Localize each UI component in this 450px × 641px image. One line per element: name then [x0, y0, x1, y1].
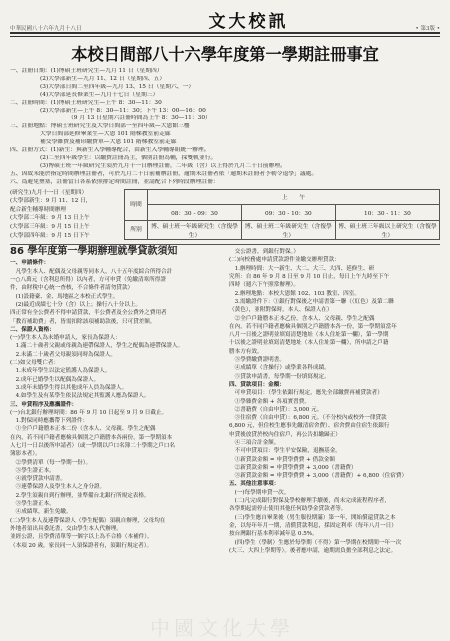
text-line: (二)學生本人及連帶保證人（學生配偶）須親自辦理，父母均在	[10, 517, 166, 524]
text-line: 三、註冊地點：博碩士班研究生及大學日間部一至四年級—大恩館三樓	[10, 123, 190, 130]
text-line: (一)學生本人為未婚申請人，家長為保證人：	[10, 335, 121, 342]
left-column-text	[10, 259, 221, 549]
university-watermark: 中國文化大學	[150, 616, 294, 640]
right-column	[229, 248, 440, 555]
text-line: （黃色），並附對保時，本人、保證人在）	[229, 307, 333, 314]
text-line: 配合新生輔導時間辦理	[10, 206, 66, 213]
text-line: 凡學生本人、配偶及父母親等同本人，八十五年度綜合所得合計	[10, 268, 173, 275]
text-line: 4.如學生及有某學生依民法規定其監護人應為保證人。	[10, 393, 150, 400]
text-line: ④三項合計金額。	[229, 439, 280, 446]
group-label: 所別	[125, 220, 148, 240]
text-line: 按台灣銀行基本利率減年息 0.5%。	[229, 531, 318, 538]
text-line: (二)如父母雙亡者：	[10, 360, 60, 367]
schedule-list	[10, 189, 120, 241]
text-line: (2)二至四年級學生：以繳費註冊為主，個別註冊為輔，採雙軌並行。	[40, 154, 217, 161]
text-line: (2)大學部新生—上午 8：30—11：30；下午 13：00—16：00	[40, 107, 206, 114]
text-line: (研究生)九月十一日（星期四）	[10, 189, 88, 196]
section-divider	[10, 244, 440, 245]
text-line: ③學費繳費證明書。	[229, 357, 285, 364]
text-line: 3.需繳證件下：①銀行對保後之申請書第一聯（（紅色）及第二聯	[229, 298, 394, 305]
text-line: (大學部四年級：9 月 15 日下午	[10, 232, 90, 239]
text-line: (大學部三年級：9 月 15 日上午	[10, 223, 90, 230]
period-label: 上 午	[148, 189, 440, 204]
text-line: (大學部二年級：9 月 13 日上午	[10, 215, 90, 222]
text-line: 在內，若不同戶籍者應檢具個別之戶籍謄本各兩份，第一學期須本	[10, 434, 173, 441]
text-line: 一、申請條件：	[10, 260, 50, 267]
text-line: (4)大學部延長修業生—九月十七日（星期三）	[40, 91, 159, 98]
text-line: 二、保證人資格：	[10, 326, 55, 333]
page-number: • 第3版 •	[415, 26, 440, 32]
text-line: 一、註冊日期：(1)博碩士班研究生—九月 11 日（星期四）	[10, 68, 163, 74]
text-line: ①新貸款金額 = 申貸學費費 + 借款金額	[229, 456, 335, 463]
text-line: ⑤連帶保證人及學生本人之身分證。	[10, 484, 106, 491]
group-cell: 博、碩士班一年級研究生（含復學生）	[148, 220, 242, 240]
text-line: (大學部新生：9 月 11、12 日，	[10, 198, 92, 205]
masthead-rule	[10, 34, 440, 37]
table-row	[125, 189, 440, 204]
text-line: 2.辦理地點：本校大恩館 102、103 教室、四室。	[229, 290, 360, 297]
text-line: 補交學雜費及補印繳費單—大恩 101 階梯教室前走廊	[40, 139, 177, 146]
text-line: 四時（週六下午照常辦理）。	[229, 282, 299, 289]
text-line: (一)每學期申貸一次。	[229, 489, 290, 496]
text-line: (二)凡完成銀行對保及學校辦理手續後，尚未完成流程程序者，	[229, 498, 390, 505]
newspaper-title: 文大校訊	[208, 12, 289, 32]
text-line: (3)大學部日間二至四年級—九月 13、15 日（星期六、一）	[40, 83, 195, 90]
text-line: 外地者須出具委託書，交由學生本人代辦理。	[10, 525, 122, 532]
masthead	[10, 6, 440, 34]
text-line: (一)台北銀行辦理時間：86 年 9 月 10 日起至 9 月 9 日截止。	[10, 409, 168, 416]
text-line: (2)大學部新生—九月 11、12 日（星期四、五）	[40, 75, 166, 82]
text-line: 1.對保同時應攜帶下列證件：	[10, 418, 89, 425]
text-line: 1.未成年學生以法定監護人為保證人。	[10, 368, 111, 375]
text-line: 人七月一日以後所申請者）（或一學期以戶口名簿二十學期之戶口名	[10, 442, 176, 449]
text-line: 6,800 元，但住校生應事先繳清宿舍費）、宿舍費由住宿生依銀行	[229, 423, 390, 430]
time-slot: 09：30 - 10：30	[241, 205, 335, 220]
table-row	[125, 205, 440, 220]
text-line: (3)博碩士班一年級研究生須於九月十一日辦理註冊，二年級（含）以上得於九月二十日前辦理。	[40, 162, 286, 169]
text-line: 1.滿二十歲者父親或母親為連帶保證人，學生之配偶為連帶保證人。	[10, 343, 184, 350]
text-line: (1)設籍臺、金、馬地區之本校正式學生。	[10, 293, 119, 300]
text-line: 八月一日後之證明並填寫清楚地址（本人住址第一欄），第一學期	[229, 332, 389, 339]
text-line: (大三、大四上學期等）。後者應申請，逾期需負擔全部利息之法定。	[229, 547, 397, 554]
text-line: 六、爲避免壅塞，註冊當日各系依照排定時間註冊，並請配合下列時段辦理註冊：	[10, 178, 219, 185]
text-line: 交公證書，到銀行對保。）	[229, 249, 299, 256]
text-line: ③住宿費（自由申貸）：6,800 元。（不分校內或校外一律貸款	[229, 415, 387, 422]
loan-notice-title: 86 學年度第一學期辦理就學貸款須知	[10, 246, 178, 258]
text-line: 四、貸款項目：金額：	[229, 381, 285, 388]
text-line: ②書籍費（自由申貸）：3,000 元。	[229, 406, 323, 413]
table-row	[125, 220, 440, 240]
text-line: 2.學生須親自到行辦理，並準備台北銀行所規定表格。	[10, 492, 150, 499]
text-line: 謄本方有效。	[229, 348, 263, 355]
text-line: 各學期起需停止使用其他任何助學金貸款者等。	[229, 506, 347, 513]
time-slot: 10：30 - 11：30	[335, 205, 439, 220]
text-line: 不可申貸項目：學生平安保險，退撫基金。	[229, 448, 341, 455]
group-cell: 博、碩士班三年級以上研究生（含復學生）	[335, 220, 439, 240]
text-line: ③學生證正本。	[10, 501, 55, 508]
text-line: 並經公證，且學費清單等一個字以上為不合格（本補件）。	[10, 534, 153, 541]
time-label: 時間	[125, 189, 148, 220]
text-line: (2)最近成績七十分（含）以上；操行八十分以上。	[10, 301, 141, 308]
text-line: 大學日間部延修畢業生—大恩 101 階梯教室前走廊	[40, 131, 171, 138]
text-line: 十以後之證明並填寫清楚地址（本人住址第一欄），所申請之戶籍	[229, 340, 389, 347]
text-line: 金，以每年年月一期，清償貸款利息，採固定利率（每年八月一日）	[229, 522, 397, 529]
text-line: 四正常有全公費者不得申請貸款，半公費者及全公費外之費用者	[10, 310, 167, 317]
text-line: 四、註冊方式：(1)新生：與新生入學輔導配合，由新生入學輔導組統一辦理。	[10, 147, 210, 154]
text-line: 2.成年已婚學生以配偶為保證人。	[10, 376, 100, 383]
text-line: 三、申貸程序及應攜證件：	[10, 401, 78, 408]
text-line: （本項 20 歲，家長同一人須保證者有，須銀行規定者）。	[10, 542, 153, 549]
left-column	[10, 248, 221, 555]
registration-headline: 本校日間部八十六學年度第一學期註冊事宜	[71, 45, 379, 64]
time-slot: 08：30 - 09：30	[148, 205, 242, 220]
text-line: (四)學生（學制）生應於每學期（不得）第一學期在校期間一年一次	[229, 539, 402, 546]
group-cell: 博、碩士班二年級研究生（含復學生）	[241, 220, 335, 240]
text-line: 申貸後放貸於校內住宿戶，再公告扣繳歸正）	[229, 431, 341, 438]
text-line: (二)向校務處申請貸款證件並繳交辦理貸款：	[229, 257, 340, 264]
text-line: 1.辦理時間：大一新生、大二、大三、大四、延修生、研	[229, 265, 375, 272]
text-line: ②學費清單（每一學期一份）。	[10, 459, 92, 466]
text-line: 2.未滿二十歲者父母親須同時為保證人。	[10, 351, 117, 358]
text-line: 五、其他注意事項：	[229, 481, 280, 488]
text-line: 可申貸項目：（學生依銀行規定，應先全部繳費再補貸款者）	[229, 390, 383, 397]
text-line: 二、註冊時間：(1)博碩士班研究生—上午 8：30—11：30	[10, 99, 162, 106]
text-line: ⑤貸款申請書，每學期一份填寫規定。	[229, 373, 330, 380]
text-line: （9 月 13 日星期六註冊時間為上午 8：30—11：30）	[68, 115, 211, 122]
schedule-table	[124, 189, 440, 241]
text-line: 一○八萬元（含利息所得）以內者，方可申貸（免繳清寒所得證	[10, 277, 166, 284]
text-line: ①全戶戶籍謄本正本二份（含本人、父母親、學生之配偶	[10, 426, 156, 433]
text-line: ④成績單（含操行）或學業各科成績。	[229, 365, 330, 372]
registration-schedule	[10, 189, 440, 241]
text-line: 簿影本者）。	[10, 451, 41, 458]
text-line: 件，由財稅中心統一查核，不合條件者請勿貸款）	[10, 285, 134, 292]
text-line: ③新貸款金額 = 申貸學費費 + 3,000（書籍費）+ 6,800（住宿費）	[229, 473, 408, 480]
loan-notice	[10, 248, 440, 555]
text-line: ④成績單，新生免繳。	[10, 509, 72, 516]
text-line: 在內，若不同戶籍者應檢具個別之戶籍謄本各一份，第一學期須當年	[229, 323, 397, 330]
text-line: ②新貸款金額 = 申貸學費費 + 3,000（書籍費）	[229, 464, 357, 471]
registration-details	[10, 68, 440, 187]
text-line: 五、因故未能於指定時間辦理註冊者，可於九月二十日前補辦註冊，逾期未註冊者依「逾期未註冊者予勒令退學」議處。	[10, 170, 318, 177]
text-line: 「教育補助費」者，皆需扣除該項補助款後，只可貸差額。	[10, 318, 156, 325]
text-line: ②全戶戶籍謄本正本乙份，含本人、父母親、學生之配偶	[229, 315, 375, 322]
text-line: 究所：自 86 年 9 月 8 日至 9 月 10 日止，每日上午九時至下午	[229, 274, 390, 281]
text-line: (三)學生應自畢業後（男生服役期滿）第一年，開始償還貸款之本	[229, 514, 396, 521]
text-line: ③學生證正本。	[10, 467, 55, 474]
text-line: ④就學貸款申請書。	[10, 476, 66, 483]
text-line: 3.成年未婚學生得以其他成年人員為保證人。	[10, 384, 128, 391]
issue-date: 中華民國八十六年九月十八日	[10, 26, 82, 32]
text-line: ①學雜費金額 + 各項實習費。	[229, 398, 310, 405]
